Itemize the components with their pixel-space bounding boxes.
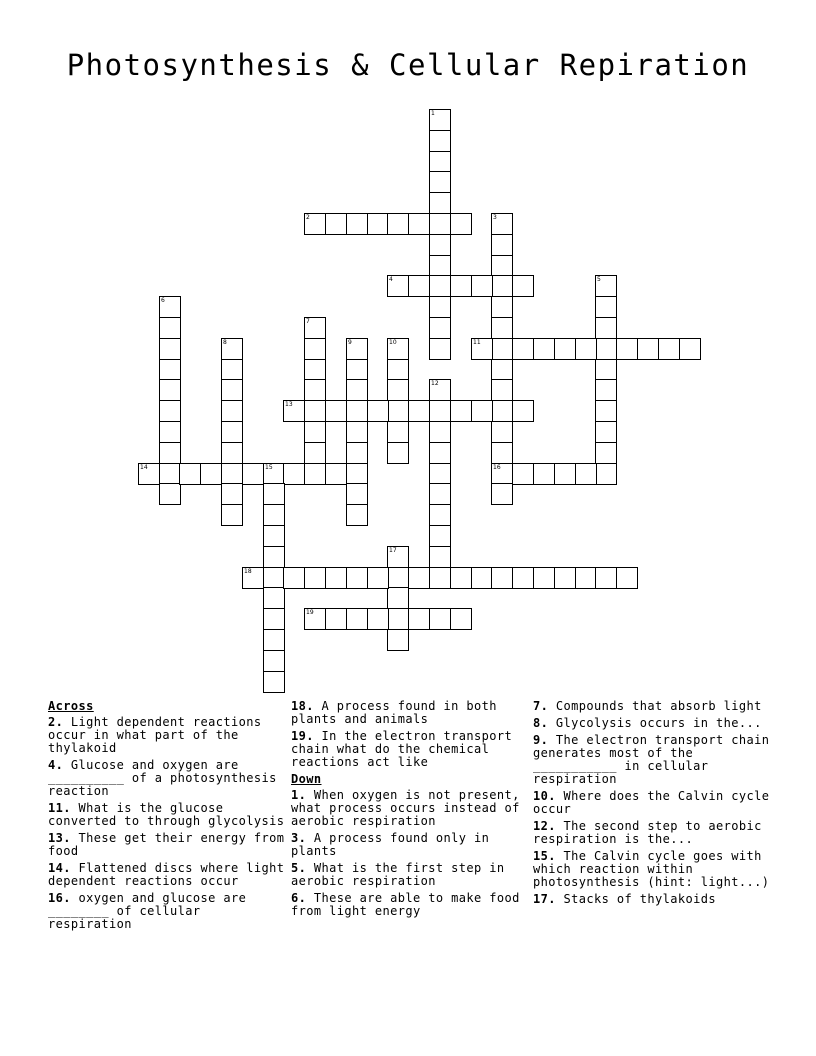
clues-column-2 — [291, 700, 529, 922]
grid-cell[interactable] — [200, 463, 222, 485]
grid-cell[interactable] — [367, 400, 389, 422]
grid-cell[interactable] — [554, 463, 576, 485]
clue-item — [48, 892, 286, 931]
grid-cell[interactable] — [387, 629, 409, 651]
clue-text: The Calvin cycle goes with which reaction within photosynthesis (hint: light...) — [533, 849, 770, 889]
grid-cell[interactable] — [387, 608, 409, 630]
clue-number: 5 — [597, 276, 601, 283]
grid-cell[interactable] — [325, 463, 347, 485]
grid-cell[interactable] — [595, 442, 617, 464]
clue-number-label: 18. — [291, 699, 314, 713]
clue-number: 16 — [493, 464, 501, 471]
clue-item — [533, 717, 771, 730]
grid-cell[interactable] — [491, 359, 513, 381]
grid-cell[interactable] — [533, 338, 555, 360]
clue-number: 17 — [389, 547, 397, 554]
grid-cell[interactable] — [512, 400, 534, 422]
clue-number: 13 — [285, 401, 293, 408]
grid-cell[interactable] — [159, 442, 181, 464]
clue-number: 15 — [265, 464, 273, 471]
grid-cell[interactable] — [471, 338, 493, 360]
grid-cell[interactable] — [408, 400, 430, 422]
grid-cell[interactable] — [595, 379, 617, 401]
grid-cell[interactable] — [221, 359, 243, 381]
clue-text: When oxygen is not present, what process occurs instead of aerobic respiration — [291, 788, 520, 828]
clue-text: What is the glucose converted to through glycolysis — [48, 801, 285, 828]
clue-number-label: 11. — [48, 801, 71, 815]
clue-number: 11 — [473, 339, 481, 346]
clue-item — [533, 790, 771, 816]
clue-number-label: 6. — [291, 891, 307, 905]
clue-item — [291, 789, 529, 828]
grid-cell[interactable] — [346, 359, 368, 381]
clue-text: A process found only in plants — [291, 831, 490, 858]
clue-number: 12 — [431, 380, 439, 387]
grid-cell[interactable] — [491, 400, 513, 422]
grid-cell[interactable] — [429, 463, 451, 485]
grid-cell[interactable] — [304, 608, 326, 630]
grid-cell[interactable] — [159, 338, 181, 360]
grid-cell[interactable] — [429, 192, 451, 214]
grid-cell[interactable] — [595, 359, 617, 381]
grid-cell[interactable] — [346, 504, 368, 526]
grid-cell[interactable] — [491, 567, 513, 589]
clue-text: Glucose and oxygen are __________ of a photosynthesis reaction — [48, 758, 277, 798]
grid-cell[interactable] — [221, 338, 243, 360]
clue-number-label: 10. — [533, 789, 556, 803]
grid-cell[interactable] — [387, 587, 409, 609]
grid-cell[interactable] — [346, 567, 368, 589]
grid-cell[interactable] — [595, 296, 617, 318]
grid-cell[interactable] — [429, 400, 451, 422]
grid-cell[interactable] — [595, 421, 617, 443]
clue-number-label: 7. — [533, 699, 549, 713]
grid-cell[interactable] — [221, 463, 243, 485]
grid-cell[interactable] — [595, 400, 617, 422]
grid-cell[interactable] — [346, 463, 368, 485]
grid-cell[interactable] — [263, 608, 285, 630]
grid-cell[interactable] — [242, 567, 264, 589]
grid-cell[interactable] — [429, 109, 451, 131]
clue-number-label: 17. — [533, 892, 556, 906]
clue-number: 10 — [389, 339, 397, 346]
grid-cell[interactable] — [616, 338, 638, 360]
grid-cell[interactable] — [325, 400, 347, 422]
grid-cell[interactable] — [263, 587, 285, 609]
clue-item — [291, 700, 529, 726]
grid-cell[interactable] — [616, 567, 638, 589]
grid-cell[interactable] — [387, 275, 409, 297]
grid-cell[interactable] — [221, 442, 243, 464]
clue-text: What is the first step in aerobic respiration — [291, 861, 505, 888]
clue-number-label: 3. — [291, 831, 307, 845]
clue-item — [533, 734, 771, 786]
grid-cell[interactable] — [491, 483, 513, 505]
clue-number: 7 — [306, 318, 310, 325]
grid-cell[interactable] — [408, 213, 430, 235]
grid-cell[interactable] — [429, 171, 451, 193]
grid-cell[interactable] — [304, 463, 326, 485]
grid-cell[interactable] — [429, 525, 451, 547]
clue-number-label: 13. — [48, 831, 71, 845]
grid-cell[interactable] — [387, 400, 409, 422]
clue-text: These get their energy from food — [48, 831, 285, 858]
grid-cell[interactable] — [429, 546, 451, 568]
grid-cell[interactable] — [533, 463, 555, 485]
clue-text: A process found in both plants and animals — [291, 699, 497, 726]
grid-cell[interactable] — [283, 567, 305, 589]
grid-cell[interactable] — [512, 463, 534, 485]
grid-cell[interactable] — [429, 338, 451, 360]
grid-cell[interactable] — [263, 629, 285, 651]
grid-cell[interactable] — [429, 483, 451, 505]
grid-cell[interactable] — [179, 463, 201, 485]
clue-number: 8 — [223, 339, 227, 346]
across-heading: Across — [48, 699, 94, 713]
grid-cell[interactable] — [491, 317, 513, 339]
grid-cell[interactable] — [575, 567, 597, 589]
grid-cell[interactable] — [325, 608, 347, 630]
clue-number-label: 4. — [48, 758, 64, 772]
grid-cell[interactable] — [491, 234, 513, 256]
grid-cell[interactable] — [491, 442, 513, 464]
grid-cell[interactable] — [221, 379, 243, 401]
clue-number-label: 2. — [48, 715, 64, 729]
grid-cell[interactable] — [387, 359, 409, 381]
grid-cell[interactable] — [263, 650, 285, 672]
grid-cell[interactable] — [533, 567, 555, 589]
grid-cell[interactable] — [637, 338, 659, 360]
clue-text: The second step to aerobic respiration is the... — [533, 819, 762, 846]
grid-cell[interactable] — [304, 379, 326, 401]
clue-item — [48, 862, 286, 888]
grid-cell[interactable] — [221, 400, 243, 422]
grid-cell[interactable] — [159, 317, 181, 339]
grid-cell[interactable] — [221, 483, 243, 505]
clue-text: Stacks of thylakoids — [555, 892, 716, 906]
grid-cell[interactable] — [304, 317, 326, 339]
grid-cell[interactable] — [387, 338, 409, 360]
down-heading: Down — [291, 772, 322, 786]
grid-cell[interactable] — [346, 421, 368, 443]
grid-cell[interactable] — [575, 463, 597, 485]
clue-item — [291, 832, 529, 858]
grid-cell[interactable] — [491, 213, 513, 235]
grid-cell[interactable] — [346, 338, 368, 360]
clue-item — [48, 832, 286, 858]
clue-item — [48, 716, 286, 755]
grid-cell[interactable] — [387, 213, 409, 235]
clue-item — [533, 700, 771, 713]
grid-cell[interactable] — [387, 421, 409, 443]
clue-item — [533, 850, 771, 889]
grid-cell[interactable] — [429, 151, 451, 173]
grid-cell[interactable] — [263, 525, 285, 547]
grid-cell[interactable] — [429, 379, 451, 401]
clue-item — [533, 820, 771, 846]
grid-cell[interactable] — [159, 296, 181, 318]
clue-item — [48, 802, 286, 828]
grid-cell[interactable] — [367, 567, 389, 589]
grid-cell[interactable] — [325, 213, 347, 235]
grid-cell[interactable] — [159, 483, 181, 505]
clue-text: Glycolysis occurs in the... — [548, 716, 762, 730]
grid-cell[interactable] — [346, 442, 368, 464]
grid-cell[interactable] — [242, 463, 264, 485]
grid-cell[interactable] — [512, 567, 534, 589]
grid-cell[interactable] — [471, 400, 493, 422]
grid-cell[interactable] — [429, 275, 451, 297]
grid-cell[interactable] — [491, 379, 513, 401]
grid-cell[interactable] — [491, 463, 513, 485]
clue-text: These are able to make food from light energy — [291, 891, 520, 918]
grid-cell[interactable] — [387, 567, 409, 589]
clues-column-1 — [48, 700, 286, 935]
grid-cell[interactable] — [263, 546, 285, 568]
clue-number: 9 — [348, 339, 352, 346]
grid-cell[interactable] — [346, 608, 368, 630]
grid-cell[interactable] — [304, 400, 326, 422]
page-title: Photosynthesis & Cellular Repiration — [66, 48, 750, 82]
clue-item — [48, 759, 286, 798]
grid-cell[interactable] — [159, 359, 181, 381]
clue-number: 6 — [161, 297, 165, 304]
grid-cell[interactable] — [304, 338, 326, 360]
clue-number-label: 12. — [533, 819, 556, 833]
grid-cell[interactable] — [429, 567, 451, 589]
grid-cell[interactable] — [367, 213, 389, 235]
grid-cell[interactable] — [554, 567, 576, 589]
grid-cell[interactable] — [429, 608, 451, 630]
grid-cell[interactable] — [595, 338, 617, 360]
clue-number: 1 — [431, 110, 435, 117]
grid-cell[interactable] — [221, 504, 243, 526]
grid-cell[interactable] — [450, 608, 472, 630]
clue-text: Where does the Calvin cycle occur — [533, 789, 770, 816]
grid-cell[interactable] — [450, 213, 472, 235]
grid-cell[interactable] — [575, 338, 597, 360]
grid-cell[interactable] — [283, 400, 305, 422]
grid-cell[interactable] — [429, 213, 451, 235]
clue-number-label: 14. — [48, 861, 71, 875]
grid-cell[interactable] — [408, 275, 430, 297]
clue-number-label: 5. — [291, 861, 307, 875]
grid-cell[interactable] — [429, 317, 451, 339]
grid-cell[interactable] — [325, 567, 347, 589]
grid-cell[interactable] — [387, 546, 409, 568]
clue-item — [291, 892, 529, 918]
grid-cell[interactable] — [221, 421, 243, 443]
grid-cell[interactable] — [429, 234, 451, 256]
grid-cell[interactable] — [263, 504, 285, 526]
clue-text: The electron transport chain generates most of the ___________ in cellular respiration — [533, 733, 770, 786]
grid-cell[interactable] — [367, 608, 389, 630]
grid-cell[interactable] — [429, 442, 451, 464]
grid-cell[interactable] — [595, 275, 617, 297]
clue-number: 19 — [306, 609, 314, 616]
grid-cell[interactable] — [429, 255, 451, 277]
clue-number-label: 9. — [533, 733, 549, 747]
grid-cell[interactable] — [491, 296, 513, 318]
grid-cell[interactable] — [408, 608, 430, 630]
grid-cell[interactable] — [491, 275, 513, 297]
grid-cell[interactable] — [491, 338, 513, 360]
grid-cell[interactable] — [159, 379, 181, 401]
grid-cell[interactable] — [304, 567, 326, 589]
clue-item — [291, 730, 529, 769]
clue-text: Flattened discs where light dependent reactions occur — [48, 861, 285, 888]
clue-text: Compounds that absorb light — [548, 699, 762, 713]
grid-cell[interactable] — [304, 359, 326, 381]
grid-cell[interactable] — [512, 338, 534, 360]
clue-text: oxygen and glucose are ________ of cellular respiration — [48, 891, 247, 931]
grid-cell[interactable] — [263, 463, 285, 485]
grid-cell[interactable] — [512, 275, 534, 297]
grid-cell[interactable] — [346, 213, 368, 235]
grid-cell[interactable] — [450, 567, 472, 589]
clue-number-label: 19. — [291, 729, 314, 743]
clue-number: 3 — [493, 214, 497, 221]
grid-cell[interactable] — [658, 338, 680, 360]
clue-number: 4 — [389, 276, 393, 283]
grid-cell[interactable] — [159, 463, 181, 485]
grid-cell[interactable] — [679, 338, 701, 360]
grid-cell[interactable] — [471, 275, 493, 297]
clue-number-label: 16. — [48, 891, 71, 905]
grid-cell[interactable] — [304, 442, 326, 464]
grid-cell[interactable] — [595, 567, 617, 589]
grid-cell[interactable] — [595, 463, 617, 485]
grid-cell[interactable] — [491, 421, 513, 443]
grid-cell[interactable] — [387, 379, 409, 401]
grid-cell[interactable] — [346, 483, 368, 505]
grid-cell[interactable] — [429, 504, 451, 526]
grid-cell[interactable] — [595, 317, 617, 339]
clue-text: Light dependent reactions occur in what part of the thylakoid — [48, 715, 262, 755]
grid-cell[interactable] — [346, 400, 368, 422]
grid-cell[interactable] — [471, 567, 493, 589]
grid-cell[interactable] — [304, 421, 326, 443]
grid-cell[interactable] — [491, 255, 513, 277]
clue-number: 2 — [306, 214, 310, 221]
grid-cell[interactable] — [554, 338, 576, 360]
clue-item — [533, 893, 771, 906]
grid-cell[interactable] — [138, 463, 160, 485]
clue-number: 14 — [140, 464, 148, 471]
clue-text: In the electron transport chain what do the chemical reactions act like — [291, 729, 513, 769]
grid-cell[interactable] — [263, 671, 285, 693]
clue-number-label: 15. — [533, 849, 556, 863]
grid-cell[interactable] — [429, 421, 451, 443]
clue-item — [291, 862, 529, 888]
grid-cell[interactable] — [450, 400, 472, 422]
grid-cell[interactable] — [429, 130, 451, 152]
grid-cell[interactable] — [159, 421, 181, 443]
grid-cell[interactable] — [304, 213, 326, 235]
grid-cell[interactable] — [263, 567, 285, 589]
grid-cell[interactable] — [408, 567, 430, 589]
grid-cell[interactable] — [263, 483, 285, 505]
grid-cell[interactable] — [159, 400, 181, 422]
clue-number-label: 8. — [533, 716, 549, 730]
grid-cell[interactable] — [387, 442, 409, 464]
grid-cell[interactable] — [283, 463, 305, 485]
clue-number: 18 — [244, 568, 252, 575]
clues-column-3 — [533, 700, 771, 910]
grid-cell[interactable] — [429, 296, 451, 318]
grid-cell[interactable] — [450, 275, 472, 297]
clue-number-label: 1. — [291, 788, 307, 802]
grid-cell[interactable] — [346, 379, 368, 401]
